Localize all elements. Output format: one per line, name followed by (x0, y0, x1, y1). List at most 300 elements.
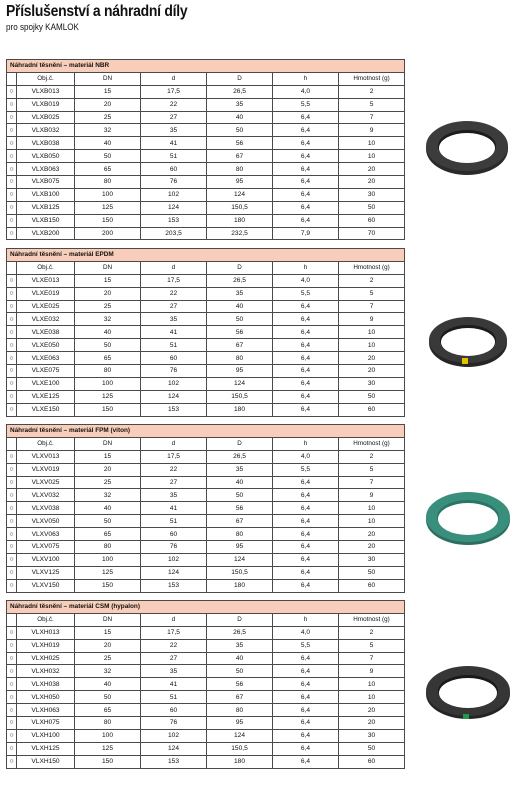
table-cell: VLXH075 (17, 717, 75, 730)
table-cell: 15 (75, 450, 141, 463)
table-cell: VLXE025 (17, 300, 75, 313)
table-cell: 50 (339, 742, 405, 755)
table-cell: 50 (339, 390, 405, 403)
table-row (7, 188, 405, 201)
table-cell: 100 (75, 553, 141, 566)
row-selector-circle[interactable]: ○ (7, 678, 17, 691)
table-cell: 15 (75, 85, 141, 98)
table-cell: 180 (207, 214, 273, 227)
table-cell: 41 (141, 502, 207, 515)
table-cell: VLXB025 (17, 111, 75, 124)
table-cell: 10 (339, 137, 405, 150)
table-cell: 10 (339, 678, 405, 691)
row-selector-circle[interactable]: ○ (7, 729, 17, 742)
table-cell: 50 (207, 124, 273, 137)
table-cell: 30 (339, 553, 405, 566)
table-cell: 60 (339, 403, 405, 416)
table-cell: 41 (141, 678, 207, 691)
table-cell: 6,4 (273, 502, 339, 515)
table-cell: VLXB150 (17, 214, 75, 227)
table-cell: VLXE100 (17, 377, 75, 390)
table-row (7, 579, 405, 592)
column-header: Hmotnost (g) (339, 261, 405, 274)
section-title: Náhradní těsnění – materiál CSM (hypalon) (7, 601, 405, 614)
row-selector-circle[interactable]: ○ (7, 150, 17, 163)
table-cell: 25 (75, 111, 141, 124)
table-cell: VLXH025 (17, 652, 75, 665)
table-cell: VLXE013 (17, 274, 75, 287)
table-cell: 6,4 (273, 352, 339, 365)
table-row (7, 137, 405, 150)
table-cell: 6,4 (273, 124, 339, 137)
table-cell: 40 (75, 678, 141, 691)
row-selector-circle[interactable]: ○ (7, 476, 17, 489)
table-cell: 124 (207, 553, 273, 566)
table-cell: 20 (75, 98, 141, 111)
table-row (7, 502, 405, 515)
table-cell: 6,4 (273, 176, 339, 189)
table-cell: VLXH019 (17, 639, 75, 652)
column-header: Hmotnost (g) (339, 72, 405, 85)
row-selector-circle[interactable]: ○ (7, 742, 17, 755)
table-cell: 10 (339, 150, 405, 163)
row-selector-circle[interactable]: ○ (7, 339, 17, 352)
table-cell: 6,4 (273, 201, 339, 214)
parts-table (6, 248, 405, 417)
table-cell: VLXB038 (17, 137, 75, 150)
row-selector-circle[interactable]: ○ (7, 313, 17, 326)
column-header: h (273, 261, 339, 274)
row-selector-circle[interactable]: ○ (7, 566, 17, 579)
table-cell: 124 (141, 742, 207, 755)
table-cell: 32 (75, 665, 141, 678)
table-cell: 102 (141, 188, 207, 201)
table-cell: 22 (141, 287, 207, 300)
table-cell: VLXH063 (17, 704, 75, 717)
table-cell: VLXE150 (17, 403, 75, 416)
column-header: Obj.č. (17, 613, 75, 626)
row-selector-circle[interactable]: ○ (7, 98, 17, 111)
section-epdm (6, 248, 404, 417)
table-cell: 2 (339, 450, 405, 463)
table-cell: 67 (207, 515, 273, 528)
table-cell: VLXV075 (17, 541, 75, 554)
table-cell: 40 (207, 300, 273, 313)
table-row (7, 566, 405, 579)
table-cell: 20 (339, 163, 405, 176)
table-cell: 7 (339, 652, 405, 665)
table-cell: 102 (141, 553, 207, 566)
table-cell: 6,4 (273, 665, 339, 678)
table-cell: 6,4 (273, 313, 339, 326)
table-cell: VLXE125 (17, 390, 75, 403)
table-cell: 20 (75, 463, 141, 476)
table-cell: 56 (207, 502, 273, 515)
table-cell: 76 (141, 365, 207, 378)
table-cell: VLXB050 (17, 150, 75, 163)
table-cell: 124 (207, 377, 273, 390)
table-cell: 67 (207, 150, 273, 163)
table-cell: 50 (339, 201, 405, 214)
row-selector-circle[interactable]: ○ (7, 463, 17, 476)
table-cell: VLXB063 (17, 163, 75, 176)
table-cell: 95 (207, 365, 273, 378)
table-cell: VLXV150 (17, 579, 75, 592)
table-cell: VLXB100 (17, 188, 75, 201)
table-row (7, 463, 405, 476)
table-cell: 15 (75, 626, 141, 639)
table-row (7, 528, 405, 541)
table-cell: 35 (141, 489, 207, 502)
table-cell: 6,4 (273, 755, 339, 768)
table-cell: 200 (75, 227, 141, 240)
table-cell: VLXV032 (17, 489, 75, 502)
table-cell: 35 (207, 287, 273, 300)
column-header: D (207, 261, 273, 274)
row-selector-circle[interactable]: ○ (7, 137, 17, 150)
parts-table (6, 600, 405, 769)
table-row (7, 403, 405, 416)
row-selector-circle[interactable]: ○ (7, 326, 17, 339)
table-row (7, 326, 405, 339)
table-cell: 7 (339, 111, 405, 124)
table-cell: 50 (75, 339, 141, 352)
selector-header (7, 613, 17, 626)
table-cell: 40 (207, 111, 273, 124)
table-cell: 125 (75, 742, 141, 755)
table-cell: 6,4 (273, 566, 339, 579)
table-cell: VLXE019 (17, 287, 75, 300)
row-selector-circle[interactable]: ○ (7, 403, 17, 416)
table-cell: 6,4 (273, 339, 339, 352)
table-cell: 102 (141, 377, 207, 390)
table-cell: 65 (75, 163, 141, 176)
table-cell: VLXB125 (17, 201, 75, 214)
table-cell: 5,5 (273, 98, 339, 111)
parts-table (6, 59, 405, 240)
row-selector-circle[interactable]: ○ (7, 201, 17, 214)
table-row (7, 339, 405, 352)
table-cell: 41 (141, 326, 207, 339)
column-header: DN (75, 261, 141, 274)
column-header: Hmotnost (g) (339, 437, 405, 450)
table-cell: 30 (339, 377, 405, 390)
table-cell: VLXV050 (17, 515, 75, 528)
row-selector-circle[interactable]: ○ (7, 365, 17, 378)
row-selector-circle[interactable]: ○ (7, 274, 17, 287)
table-cell: 35 (207, 463, 273, 476)
table-cell: 2 (339, 85, 405, 98)
row-selector-circle[interactable]: ○ (7, 553, 17, 566)
table-cell: 40 (75, 326, 141, 339)
table-cell: 65 (75, 528, 141, 541)
table-cell: 26,5 (207, 274, 273, 287)
table-cell: 6,4 (273, 528, 339, 541)
table-cell: VLXE032 (17, 313, 75, 326)
table-row (7, 352, 405, 365)
column-header: DN (75, 72, 141, 85)
page-title: Příslušenství a náhradní díly (6, 3, 188, 20)
table-cell: 5 (339, 98, 405, 111)
table-cell: 6,4 (273, 300, 339, 313)
table-row (7, 111, 405, 124)
table-cell: 15 (75, 274, 141, 287)
column-header: Obj.č. (17, 72, 75, 85)
table-row (7, 450, 405, 463)
column-header: D (207, 613, 273, 626)
table-cell: 150,5 (207, 201, 273, 214)
table-cell: 6,4 (273, 729, 339, 742)
table-cell: 6,4 (273, 214, 339, 227)
table-cell: 51 (141, 515, 207, 528)
epdm-seal-ring-icon (427, 314, 509, 368)
table-cell: 5 (339, 639, 405, 652)
table-cell: 60 (141, 352, 207, 365)
csm-seal-ring-icon (424, 663, 512, 721)
row-selector-circle[interactable]: ○ (7, 450, 17, 463)
table-cell: 22 (141, 463, 207, 476)
table-cell: 22 (141, 639, 207, 652)
table-cell: 5,5 (273, 463, 339, 476)
column-header: d (141, 72, 207, 85)
table-row (7, 729, 405, 742)
table-cell: 17,5 (141, 274, 207, 287)
table-cell: 124 (141, 201, 207, 214)
table-cell: 30 (339, 729, 405, 742)
column-header: DN (75, 437, 141, 450)
table-cell: 95 (207, 176, 273, 189)
table-cell: 124 (207, 729, 273, 742)
table-cell: 27 (141, 111, 207, 124)
table-cell: VLXH125 (17, 742, 75, 755)
table-row (7, 691, 405, 704)
table-cell: 10 (339, 691, 405, 704)
row-selector-circle[interactable]: ○ (7, 717, 17, 730)
table-cell: 6,4 (273, 163, 339, 176)
table-cell: 56 (207, 137, 273, 150)
table-cell: 7,9 (273, 227, 339, 240)
column-header: D (207, 72, 273, 85)
table-row (7, 98, 405, 111)
fpm-seal-ring-icon (424, 489, 512, 547)
table-cell: 50 (75, 515, 141, 528)
table-cell: 40 (75, 502, 141, 515)
row-selector-circle[interactable]: ○ (7, 652, 17, 665)
table-cell: 30 (339, 188, 405, 201)
table-row (7, 313, 405, 326)
row-selector-circle[interactable]: ○ (7, 85, 17, 98)
section-csm (6, 600, 404, 769)
table-cell: 95 (207, 717, 273, 730)
page-subtitle: pro spojky KAMLOK (6, 22, 79, 32)
table-cell: 4,0 (273, 85, 339, 98)
table-cell: 153 (141, 755, 207, 768)
table-cell: 150,5 (207, 390, 273, 403)
table-cell: 50 (339, 566, 405, 579)
table-cell: 125 (75, 201, 141, 214)
table-cell: 150 (75, 214, 141, 227)
table-cell: 65 (75, 352, 141, 365)
row-selector-circle[interactable]: ○ (7, 163, 17, 176)
table-cell: 150 (75, 403, 141, 416)
table-cell: VLXB013 (17, 85, 75, 98)
table-cell: 180 (207, 403, 273, 416)
table-cell: 10 (339, 502, 405, 515)
table-row (7, 476, 405, 489)
row-selector-circle[interactable]: ○ (7, 665, 17, 678)
table-cell: VLXH038 (17, 678, 75, 691)
table-row (7, 300, 405, 313)
table-cell: 9 (339, 665, 405, 678)
table-cell: VLXV013 (17, 450, 75, 463)
row-selector-circle[interactable]: ○ (7, 188, 17, 201)
table-cell: 10 (339, 326, 405, 339)
table-cell: VLXB200 (17, 227, 75, 240)
table-cell: 67 (207, 691, 273, 704)
table-cell: VLXV025 (17, 476, 75, 489)
table-cell: VLXV019 (17, 463, 75, 476)
table-cell: 125 (75, 390, 141, 403)
column-header: d (141, 613, 207, 626)
table-row (7, 201, 405, 214)
table-cell: VLXB032 (17, 124, 75, 137)
table-cell: VLXH032 (17, 665, 75, 678)
table-cell: 26,5 (207, 450, 273, 463)
table-cell: 80 (207, 528, 273, 541)
table-cell: VLXV063 (17, 528, 75, 541)
selector-header (7, 437, 17, 450)
row-selector-circle[interactable]: ○ (7, 579, 17, 592)
table-cell: 50 (75, 691, 141, 704)
row-selector-circle[interactable]: ○ (7, 214, 17, 227)
table-cell: 80 (207, 352, 273, 365)
table-cell: 22 (141, 98, 207, 111)
row-selector-circle[interactable]: ○ (7, 755, 17, 768)
table-cell: 5 (339, 463, 405, 476)
row-selector-circle[interactable]: ○ (7, 176, 17, 189)
table-cell: 2 (339, 626, 405, 639)
row-selector-circle[interactable]: ○ (7, 691, 17, 704)
selector-header (7, 261, 17, 274)
table-cell: 6,4 (273, 188, 339, 201)
table-cell: 6,4 (273, 652, 339, 665)
table-row (7, 639, 405, 652)
column-header: DN (75, 613, 141, 626)
table-cell: 27 (141, 300, 207, 313)
table-cell: 6,4 (273, 476, 339, 489)
table-cell: 9 (339, 489, 405, 502)
table-cell: 153 (141, 579, 207, 592)
table-cell: 20 (339, 541, 405, 554)
table-cell: VLXE063 (17, 352, 75, 365)
row-selector-circle[interactable]: ○ (7, 390, 17, 403)
table-cell: 6,4 (273, 150, 339, 163)
table-cell: VLXV125 (17, 566, 75, 579)
row-selector-circle[interactable]: ○ (7, 639, 17, 652)
table-cell: 56 (207, 326, 273, 339)
table-cell: 35 (207, 98, 273, 111)
table-row (7, 365, 405, 378)
selector-header (7, 72, 17, 85)
row-selector-circle[interactable]: ○ (7, 377, 17, 390)
table-cell: 6,4 (273, 365, 339, 378)
table-cell: 40 (207, 652, 273, 665)
table-cell: 56 (207, 678, 273, 691)
table-cell: 5,5 (273, 287, 339, 300)
row-selector-circle[interactable]: ○ (7, 528, 17, 541)
column-header: d (141, 261, 207, 274)
column-header: Obj.č. (17, 261, 75, 274)
table-cell: 67 (207, 339, 273, 352)
table-cell: 6,4 (273, 678, 339, 691)
table-cell: 76 (141, 717, 207, 730)
row-selector-circle[interactable]: ○ (7, 124, 17, 137)
table-row (7, 742, 405, 755)
table-cell: 60 (339, 214, 405, 227)
table-cell: 4,0 (273, 274, 339, 287)
table-row (7, 717, 405, 730)
table-cell: 2 (339, 274, 405, 287)
table-cell: 60 (339, 755, 405, 768)
table-cell: 7 (339, 300, 405, 313)
row-selector-circle[interactable]: ○ (7, 704, 17, 717)
table-cell: 6,4 (273, 111, 339, 124)
row-selector-circle[interactable]: ○ (7, 489, 17, 502)
table-row (7, 163, 405, 176)
table-cell: VLXE075 (17, 365, 75, 378)
column-header: D (207, 437, 273, 450)
table-cell: VLXH100 (17, 729, 75, 742)
table-row (7, 227, 405, 240)
table-cell: 17,5 (141, 626, 207, 639)
table-cell: 4,0 (273, 450, 339, 463)
table-cell: 60 (141, 528, 207, 541)
table-cell: 150 (75, 755, 141, 768)
table-cell: VLXV038 (17, 502, 75, 515)
table-cell: 150,5 (207, 742, 273, 755)
table-cell: 6,4 (273, 489, 339, 502)
row-selector-circle[interactable]: ○ (7, 626, 17, 639)
table-cell: 60 (339, 579, 405, 592)
table-row (7, 124, 405, 137)
row-selector-circle[interactable]: ○ (7, 287, 17, 300)
table-cell: 20 (339, 704, 405, 717)
row-selector-circle[interactable]: ○ (7, 300, 17, 313)
row-selector-circle[interactable]: ○ (7, 111, 17, 124)
table-cell: 124 (207, 188, 273, 201)
table-cell: 102 (141, 729, 207, 742)
table-cell: 125 (75, 566, 141, 579)
column-header: h (273, 72, 339, 85)
row-selector-circle[interactable]: ○ (7, 515, 17, 528)
table-cell: 41 (141, 137, 207, 150)
table-cell: 6,4 (273, 691, 339, 704)
table-cell: 17,5 (141, 450, 207, 463)
table-cell: 6,4 (273, 717, 339, 730)
table-cell: 150,5 (207, 566, 273, 579)
table-cell: 32 (75, 313, 141, 326)
table-cell: 5,5 (273, 639, 339, 652)
row-selector-circle[interactable]: ○ (7, 352, 17, 365)
table-cell: 7 (339, 476, 405, 489)
table-cell: 26,5 (207, 85, 273, 98)
row-selector-circle[interactable]: ○ (7, 541, 17, 554)
table-cell: 10 (339, 339, 405, 352)
row-selector-circle[interactable]: ○ (7, 227, 17, 240)
row-selector-circle[interactable]: ○ (7, 502, 17, 515)
csm-marker-icon (463, 714, 469, 719)
table-row (7, 678, 405, 691)
